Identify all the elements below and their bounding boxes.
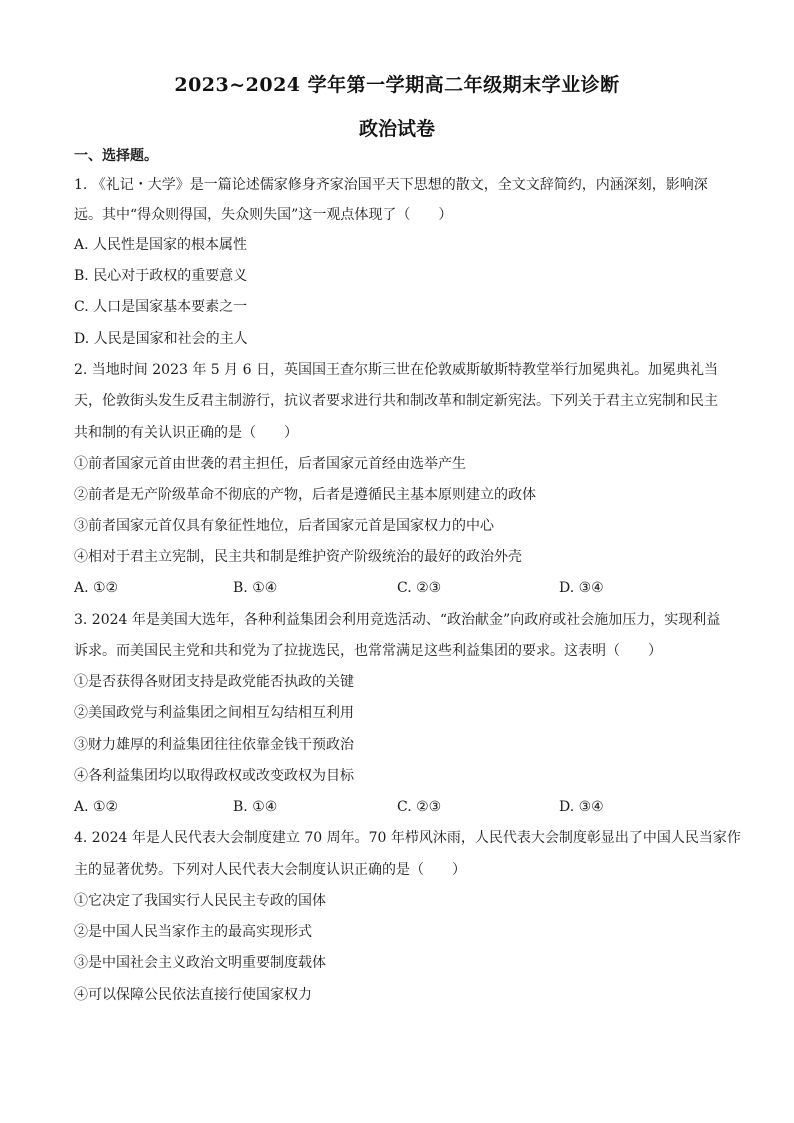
q4-statement: ②是中国人民当家作主的最高实现形式: [74, 924, 312, 940]
q3-statement: ③财力雄厚的利益集团往往依靠金钱干预政治: [74, 737, 354, 753]
q2-choice-c: C. ②③: [397, 580, 442, 596]
q2-choice-d: D. ③④: [559, 580, 604, 596]
q2-choice-b: B. ①④: [233, 580, 278, 596]
q3-choice-b: B. ①④: [233, 799, 278, 815]
exam-title: 2023~2024 学年第一学期高二年级期末学业诊断: [174, 74, 620, 96]
q1-stem-line: 1. 《礼记・大学》是一篇论述儒家修身齐家治国平天下思想的散文，全文文辞简约，内涵深刻，影响深: [74, 177, 708, 193]
q3-statement: ④各利益集团均以取得政权或改变政权为目标: [74, 768, 354, 784]
q3-choice-d: D. ③④: [559, 799, 604, 815]
q4-stem-line: 主的显著优势。下列对人民代表大会制度认识正确的是（ ）: [74, 862, 466, 878]
q3-choice-a: A. ①②: [74, 799, 119, 815]
section-heading: 一、选择题。: [74, 148, 158, 164]
q1-stem-line: 远。其中“得众则得国，失众则失国”这一观点体现了（ ）: [74, 207, 453, 223]
q3-statement: ②美国政党与利益集团之间相互勾结相互利用: [74, 705, 354, 721]
q4-statement: ③是中国社会主义政治文明重要制度载体: [74, 955, 326, 971]
q2-stem-line: 天，伦敦街头发生反君主制游行，抗议者要求进行共和制改革和制定新宪法。下列关于君主立宪制和民主: [74, 393, 718, 409]
q2-stem-line: 共和制的有关认识正确的是（ ）: [74, 425, 298, 441]
q3-stem-line: 3. 2024 年是美国大选年，各种利益集团会利用竞选活动、“政治献金”向政府或社会施加压力，实现利益: [74, 612, 721, 628]
q2-statement: ③前者国家元首仅具有象征性地位，后者国家元首是国家权力的中心: [74, 518, 494, 534]
q1-option-b: B. 民心对于政权的重要意义: [74, 268, 248, 284]
q2-statement: ①前者国家元首由世袭的君主担任，后者国家元首经由选举产生: [74, 456, 466, 472]
q2-statement: ②前者是无产阶级革命不彻底的产物，后者是遵循民主基本原则建立的政体: [74, 487, 536, 503]
q3-statement: ①是否获得各财团支持是政党能否执政的关键: [74, 674, 354, 690]
q3-choice-c: C. ②③: [397, 799, 442, 815]
exam-subtitle: 政治试卷: [358, 118, 435, 140]
q2-choice-a: A. ①②: [74, 580, 119, 596]
q2-stem-line: 2. 当地时间 2023 年 5 月 6 日，英国国王查尔斯三世在伦敦威斯敏斯特教堂举行加冕典礼。加冕典礼当: [74, 362, 718, 378]
q1-option-a: A. 人民性是国家的根本属性: [74, 237, 248, 253]
q1-option-d: D. 人民是国家和社会的主人: [74, 331, 248, 347]
q4-statement: ①它决定了我国实行人民民主专政的国体: [74, 893, 326, 909]
q2-statement: ④相对于君主立宪制，民主共和制是维护资产阶级统治的最好的政治外壳: [74, 549, 522, 565]
q4-stem-line: 4. 2024 年是人民代表大会制度建立 70 周年。70 年栉风沐雨，人民代表大会制度彰显出了中国人民当家作: [74, 830, 741, 846]
q3-stem-line: 诉求。而美国民主党和共和党为了拉拢选民，也常常满足这些利益集团的要求。这表明（ ）: [74, 643, 662, 659]
q4-statement: ④可以保障公民依法直接行使国家权力: [74, 987, 312, 1003]
q1-option-c: C. 人口是国家基本要素之一: [74, 299, 248, 315]
